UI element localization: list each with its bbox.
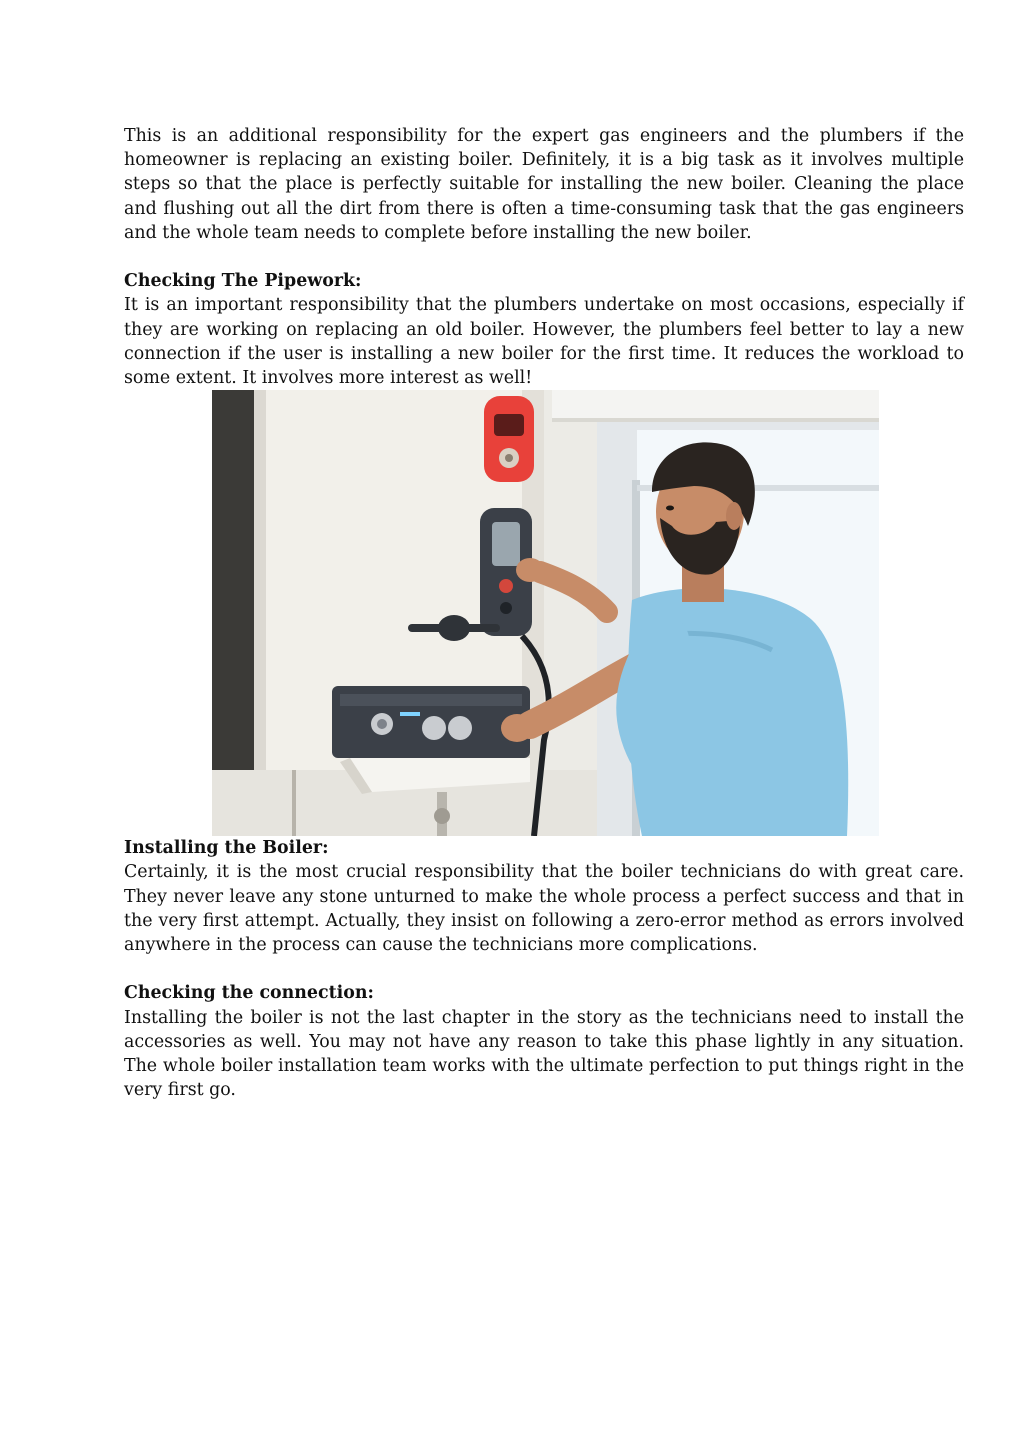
- installing-paragraph: Certainly, it is the most crucial responsibility that the boiler technicians do with great care. They never leave any stone unturned to make the whole process a perfect success and that in the very first attempt. Actually, they insist on following a zero-error method as errors involved anywhere in the process can cause the technicians more complications.: [124, 862, 964, 956]
- heading-installing-boiler: Installing the Boiler:: [124, 838, 329, 859]
- paragraph-gap: [124, 245, 964, 269]
- paragraph-gap: [124, 957, 964, 981]
- document-page: [124, 124, 964, 1102]
- connection-paragraph: Installing the boiler is not the last chapter in the story as the technicians need to install the accessories as well. You may not have any reason to take this phase lightly in any situation. The whole boiler installation team works with the ultimate perfection to put things right in the very first go.: [124, 1007, 964, 1101]
- intro-paragraph: This is an additional responsibility for the expert gas engineers and the plumbers if the homeowner is replacing an existing boiler. Definitely, it is a big task as it involves multiple steps so that the place is perfectly suitable for installing the new boiler. Cleaning the place and flushing out all the dirt from there is often a time-consuming task that the gas engineers and the whole team needs to complete before installing the new boiler.: [124, 126, 964, 243]
- technician-boiler-photo-icon: [212, 390, 879, 836]
- heading-checking-connection: Checking the connection:: [124, 983, 374, 1004]
- pipework-paragraph: It is an important responsibility that the plumbers undertake on most occasions, especially if they are working on replacing an old boiler. However, the plumbers feel better to lay a new connection if the user is installing a new boiler for the first time. It reduces the workload to some extent. It involves more interest as well!: [124, 295, 964, 389]
- heading-checking-pipework: Checking The Pipework:: [124, 271, 362, 292]
- technician-boiler-photo: [212, 390, 879, 836]
